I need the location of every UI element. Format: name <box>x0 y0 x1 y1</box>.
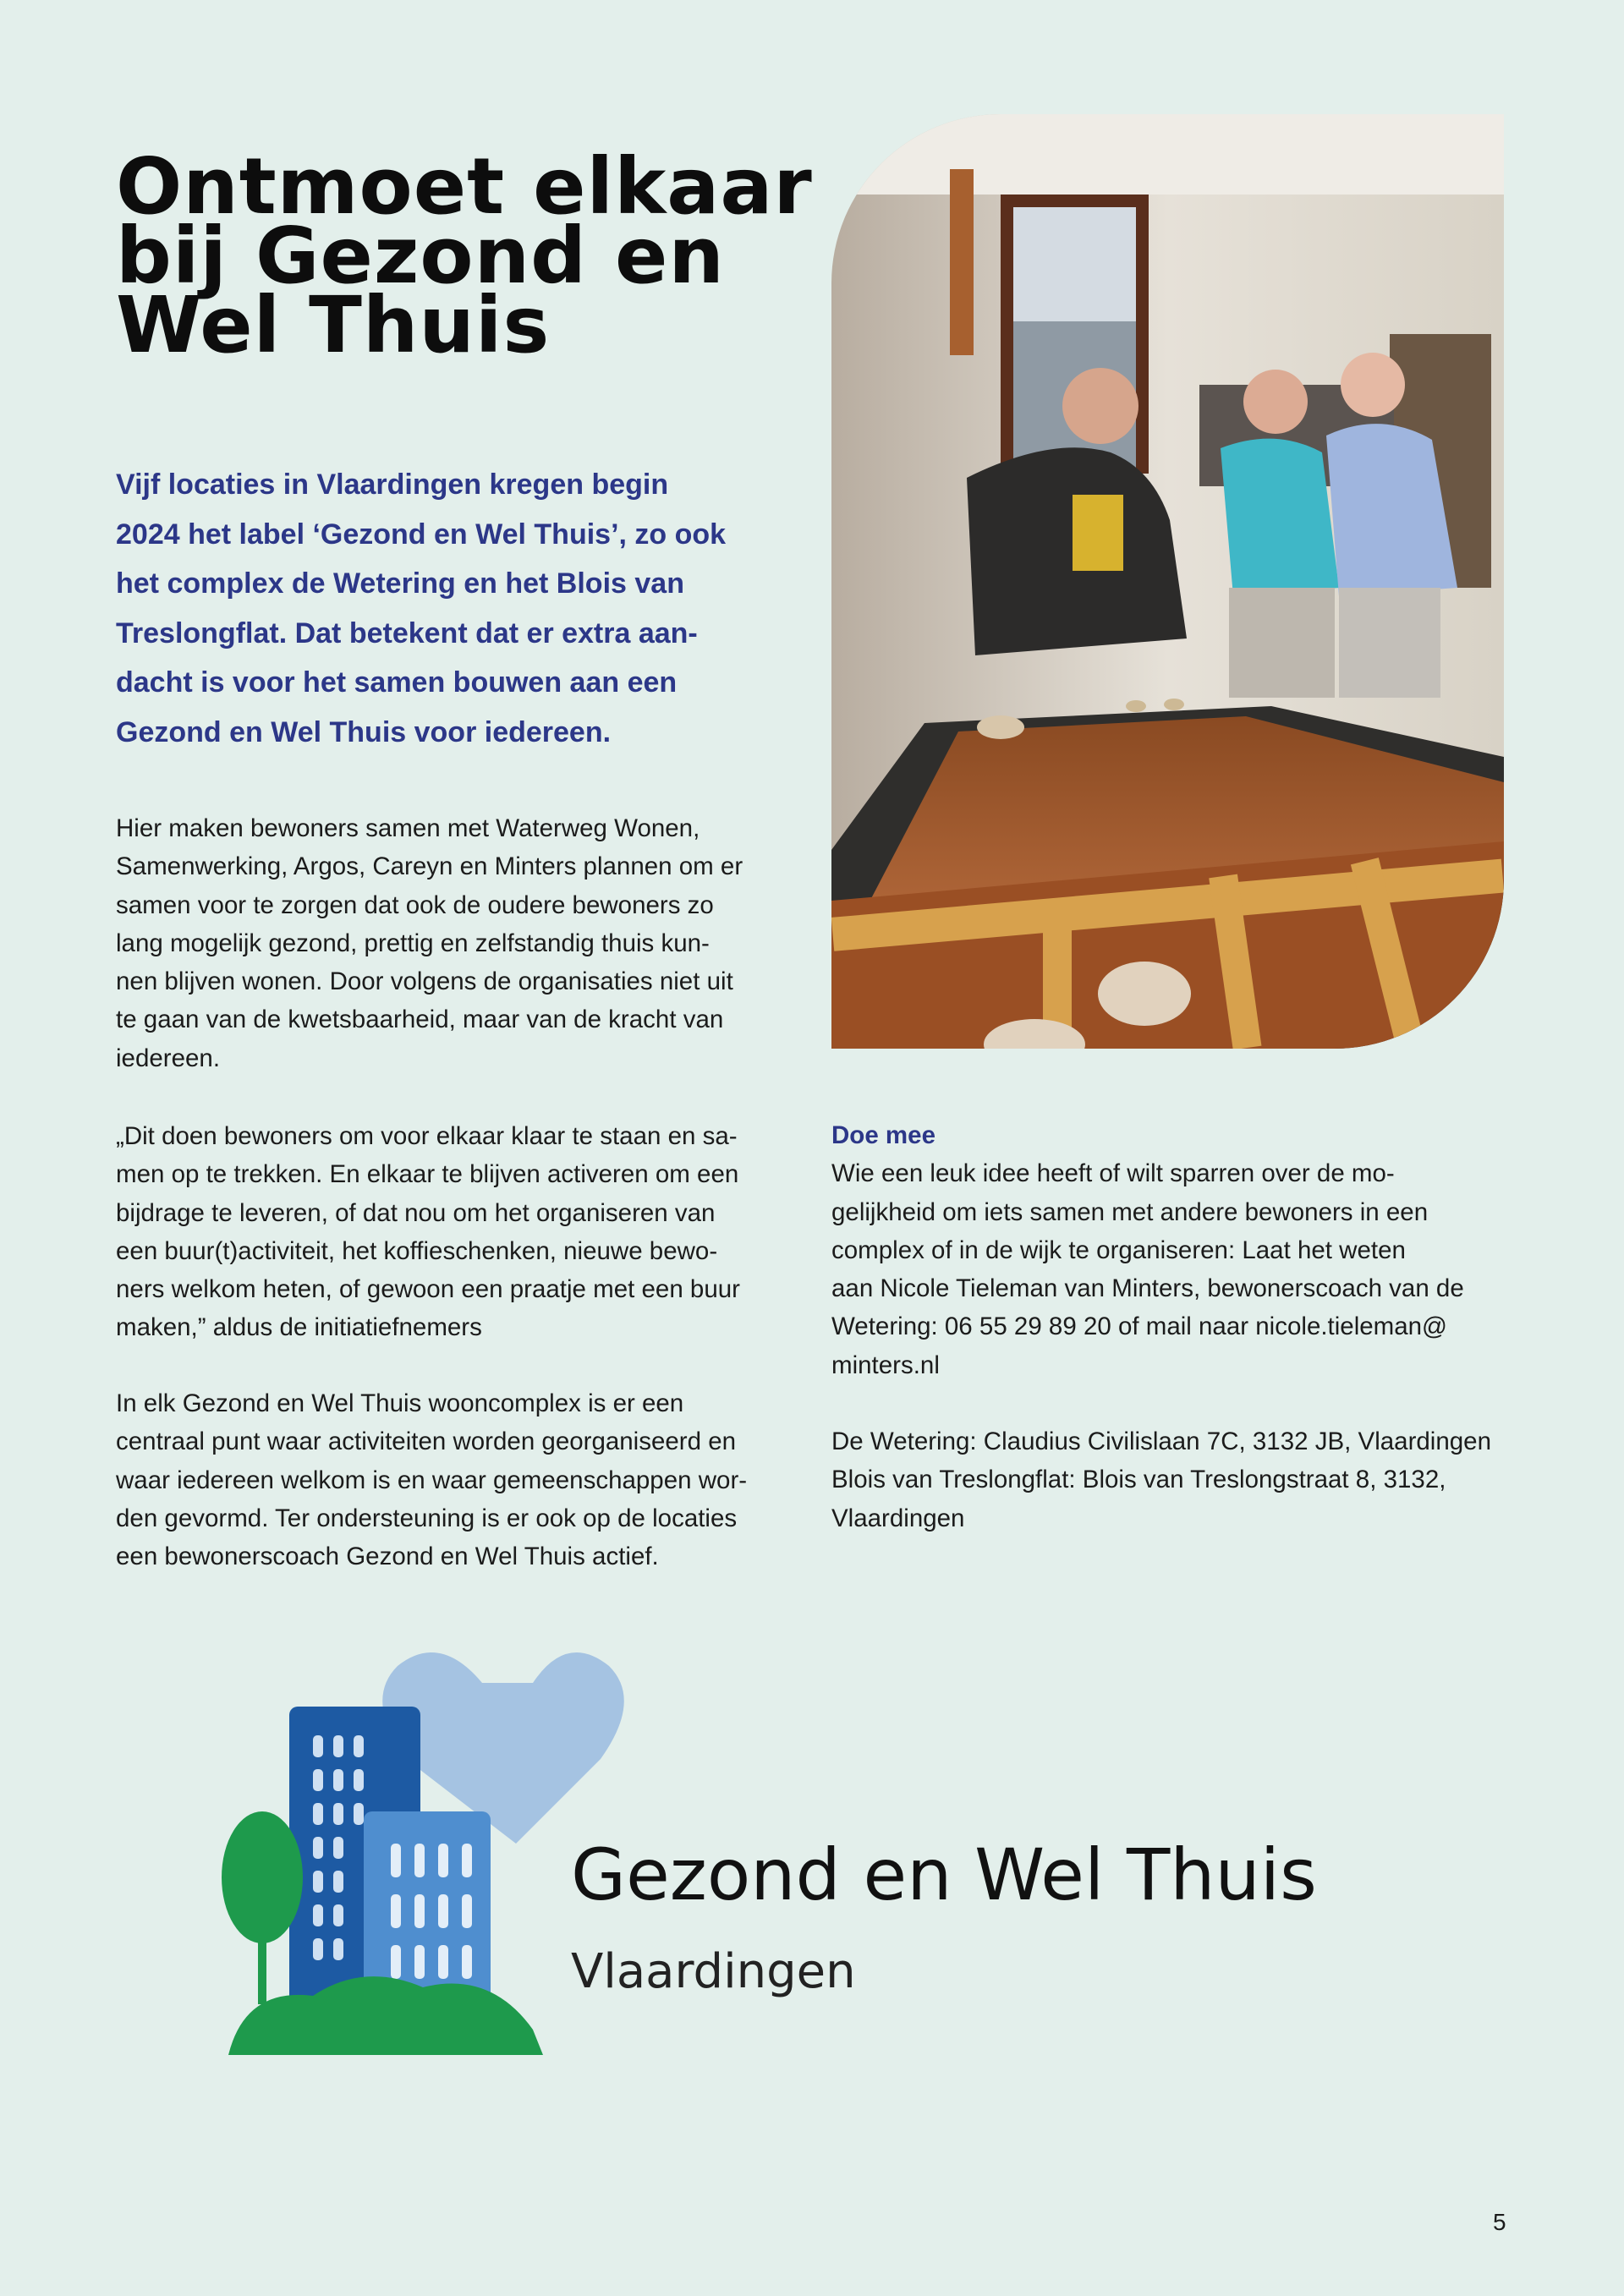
body-paragraph-1 <box>116 809 809 1077</box>
text-line: minters.nl <box>831 1351 940 1379</box>
text-line: complex of in de wijk te organiseren: Laat het weten <box>831 1236 1406 1264</box>
text-line: „Dit doen bewoners om voor elkaar klaar te staan en sa- <box>116 1122 738 1150</box>
text-line: men op te trekken. En elkaar te blijven activeren om een <box>116 1160 739 1189</box>
text-line: Wetering: 06 55 29 89 20 of mail naar nicole.tieleman@ <box>831 1312 1447 1341</box>
logo-title: Gezond en Wel Thuis <box>571 1833 1317 1916</box>
text-line: iedereen. <box>116 1044 221 1072</box>
text-line: Samenwerking, Argos, Careyn en Minters plannen om er <box>116 852 743 881</box>
text-line: waar iedereen welkom is en waar gemeenschappen wor- <box>116 1466 748 1494</box>
title-line: Wel Thuis <box>116 279 551 370</box>
body-paragraph-2 <box>116 1117 809 1347</box>
intro-line: het complex de Wetering en het Blois van <box>116 567 684 600</box>
addresses <box>831 1422 1525 1537</box>
title-line: bij Gezond en <box>116 210 725 301</box>
text-line: een bewonerscoach Gezond en Wel Thuis actief. <box>116 1543 659 1571</box>
text-line: bijdrage te leveren, of dat nou om het organiseren van <box>116 1198 716 1227</box>
page-number: 5 <box>1493 2209 1506 2235</box>
bush-icon <box>228 1976 543 2055</box>
body-paragraph-3 <box>116 1384 809 1575</box>
intro-line: Vijf locaties in Vlaardingen kregen begin <box>116 469 669 501</box>
text-line: gelijkheid om iets samen met andere bewoners in een <box>831 1197 1429 1226</box>
text-line: samen voor te zorgen dat ook de oudere bewoners zo <box>116 890 714 919</box>
text-line: te gaan van de kwetsbaarheid, maar van de kracht van <box>116 1006 724 1034</box>
text-line: den gevormd. Ter ondersteuning is er ook op de locaties <box>116 1504 738 1532</box>
text-line: aan Nicole Tieleman van Minters, bewonerscoach van de <box>831 1274 1464 1303</box>
title-line: Ontmoet elkaar <box>116 140 813 232</box>
text-line: nen blijven wonen. Door volgens de organisaties niet uit <box>116 967 733 996</box>
text-line: Wie een leuk idee heeft of wilt sparren over de mo- <box>831 1159 1395 1188</box>
photo-illustration <box>831 114 1504 1049</box>
address-line: Blois van Treslongflat: Blois van Treslongstraat 8, 3132, <box>831 1466 1446 1494</box>
text-line: centraal punt waar activiteiten worden georganiseerd en <box>116 1427 737 1456</box>
text-line: lang mogelijk gezond, prettig en zelfstandig thuis kun- <box>116 929 710 957</box>
address-line: De Wetering: Claudius Civilislaan 7C, 3132 JB, Vlaardingen <box>831 1427 1491 1455</box>
intro-paragraph <box>116 460 793 757</box>
text-line: Hier maken bewoners samen met Waterweg Wonen, <box>116 814 700 842</box>
logo-subtitle: Vlaardingen <box>571 1944 856 1999</box>
text-line: ners welkom heten, of gewoon een praatje met een buur <box>116 1275 740 1304</box>
page-title <box>116 140 843 370</box>
address-line: Vlaardingen <box>831 1504 965 1532</box>
doe-mee-section <box>831 1116 1525 1384</box>
text-line: In elk Gezond en Wel Thuis wooncomplex is er een <box>116 1389 684 1417</box>
text-line: een buur(t)activiteit, het koffieschenken, nieuwe bewo- <box>116 1236 718 1265</box>
doe-mee-heading: Doe mee <box>831 1121 935 1149</box>
text-line: maken,” aldus de initiatiefnemers <box>116 1313 482 1342</box>
intro-line: Gezond en Wel Thuis voor iedereen. <box>116 715 612 748</box>
intro-line: Treslongflat. Dat betekent dat er extra aan- <box>116 616 698 649</box>
intro-line: 2024 het label ‘Gezond en Wel Thuis’, zo ook <box>116 518 727 551</box>
intro-line: dacht is voor het samen bouwen aan een <box>116 666 678 699</box>
shuffleboard-photo <box>831 114 1504 1049</box>
